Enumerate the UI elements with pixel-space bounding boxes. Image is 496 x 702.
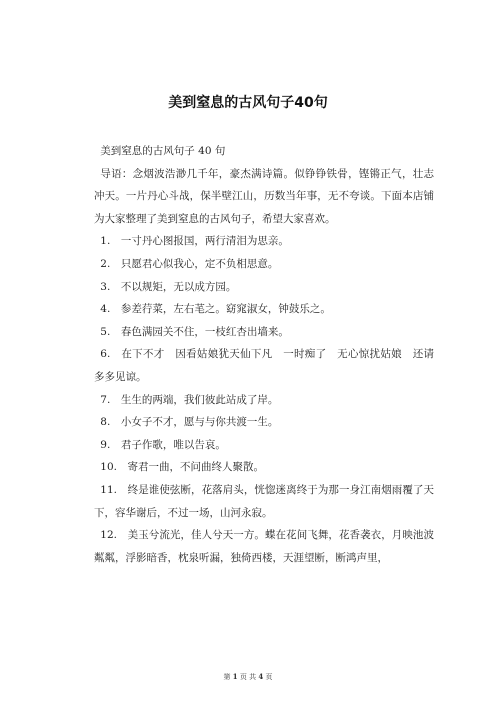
list-item: 12. 美玉兮流光，佳人兮天一方。蝶在花间飞舞，花香袭衣，月映池波粼粼，浮影暗香，枕泉听漏，独倚西楼，天涯望断，断鸿声里， (94, 529, 434, 564)
list-item: 5. 春色满园关不住，一枝红杏出墙来。 (100, 325, 289, 338)
list-item: 1. 一寸丹心图报国，两行清泪为思亲。 (100, 235, 289, 248)
document-subtitle: 美到窒息的古风句子 40 句 (100, 145, 226, 157)
intro-paragraph: 导语：念烟波浩渺几千年，豪杰满诗篇。似铮铮铁骨，铿锵正气，壮志冲天。一片丹心斗战，保半壁江山，历数当年事，无不夸谈。下面本店铺为大家整理了美到窒息的古风句子，希望大家喜欢。 (94, 167, 434, 225)
page-footer (0, 672, 496, 682)
document-title: 美到窒息的古风句子40句 (168, 95, 328, 111)
footer-prefix: 第 (223, 673, 231, 681)
footer-page-number: 1 (232, 672, 238, 681)
list-item: 4. 参差荇菜，左右芼之。窈窕淑女，钟鼓乐之。 (100, 303, 331, 316)
list-item: 8. 小女子不才，愿与与你共渡一生。 (100, 416, 279, 429)
footer-middle: 页 共 (239, 673, 257, 681)
list-item: 9. 君子作歌，唯以告哀。 (100, 438, 226, 451)
list-item: 3. 不以规矩，无以成方园。 (100, 280, 237, 293)
list-item: 10. 寄君一曲，不问曲终人聚散。 (100, 461, 264, 474)
list-item: 7. 生生的两端，我们彼此站成了岸。 (100, 393, 279, 406)
document-body (94, 140, 434, 569)
list-item: 6. 在下不才 因看姑娘犹天仙下凡 一时痴了 无心惊扰姑娘 还请多多见谅。 (94, 348, 434, 383)
footer-suffix: 页 (265, 673, 273, 681)
list-item: 2. 只愿君心似我心，定不负相思意。 (100, 257, 279, 270)
list-item: 11. 终是谁使弦断，花落肩头，恍惚迷离终于为那一身江南烟雨覆了天下，容华谢后，不过一场，山河永寂。 (94, 483, 434, 519)
footer-total-pages: 4 (258, 672, 264, 681)
